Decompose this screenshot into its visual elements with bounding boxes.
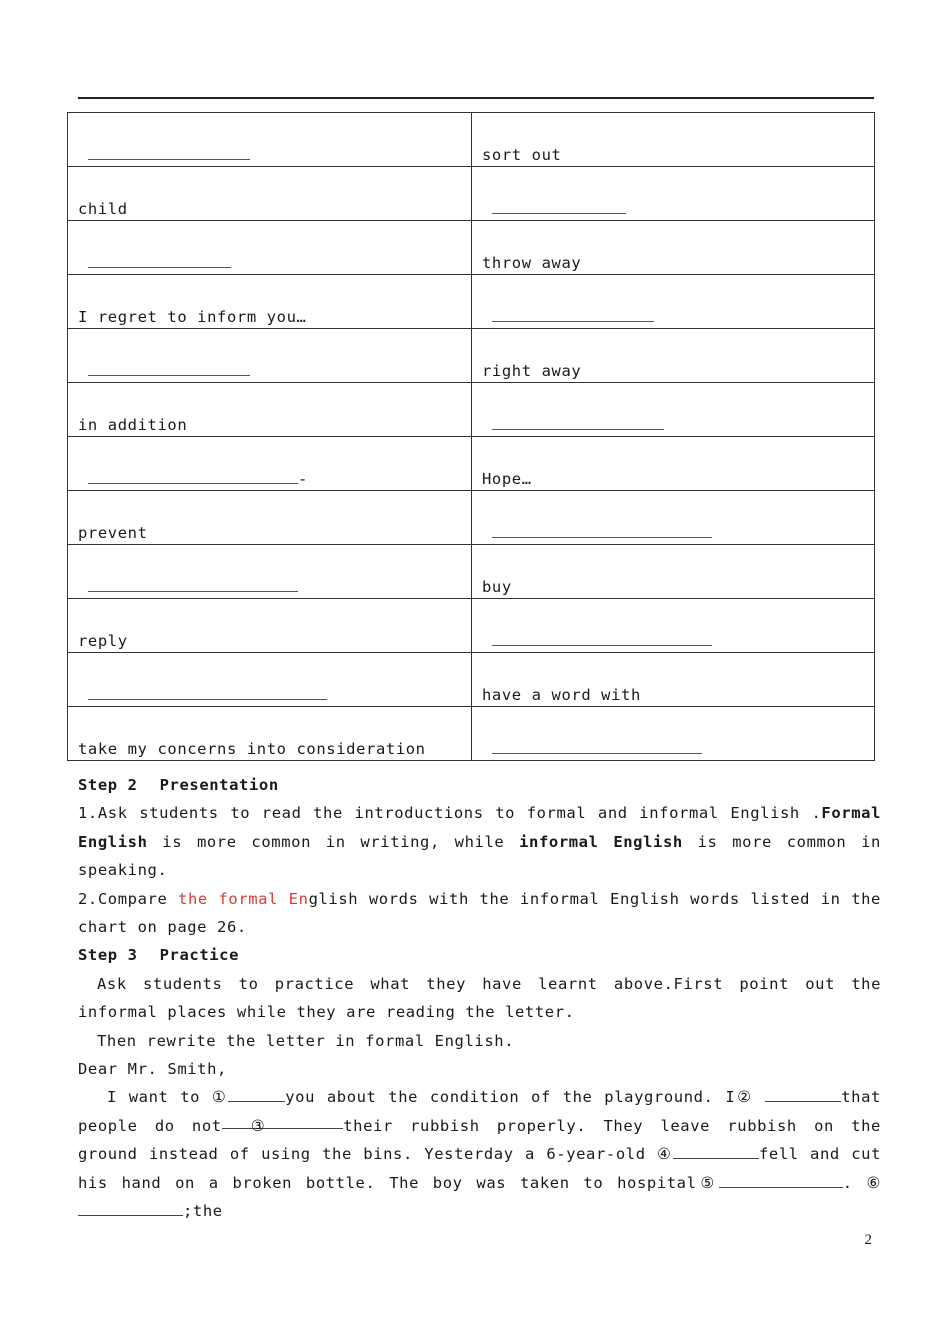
table-cell-left — [68, 653, 472, 707]
step2-heading — [78, 771, 881, 799]
table-cell-right — [472, 221, 875, 275]
bold-term-formal: Formal English — [78, 804, 881, 851]
letter-text: fell and cut his hand on a broken bottle. The boy was taken to hospital⑤ — [78, 1145, 882, 1192]
table-row — [68, 167, 875, 221]
cell-text: sort out — [482, 146, 562, 164]
table-cell-right — [472, 707, 875, 761]
table-cell-left — [68, 491, 472, 545]
table-row — [68, 275, 875, 329]
answer-blank[interactable] — [492, 739, 702, 754]
table-cell-right — [472, 545, 875, 599]
letter-blank-1[interactable] — [228, 1085, 285, 1102]
table-row — [68, 329, 875, 383]
letter-text: you about the condition of the playground. I② — [285, 1088, 766, 1107]
answer-blank[interactable] — [88, 253, 231, 268]
step-number: Step 2 — [78, 776, 138, 794]
step-number: Step 3 — [78, 946, 138, 965]
table-cell-left — [68, 383, 472, 437]
cell-text: in addition — [78, 416, 188, 434]
item-text: is more common in writing, while — [147, 832, 520, 851]
table-cell-right — [472, 329, 875, 383]
table-cell-right — [472, 275, 875, 329]
answer-blank[interactable] — [492, 523, 712, 538]
table-row — [68, 383, 875, 437]
cell-text: have a word with — [482, 686, 641, 704]
table-row — [68, 221, 875, 275]
cell-text: take my concerns into consideration — [78, 740, 426, 758]
letter-blank-6[interactable] — [78, 1199, 183, 1216]
answer-blank[interactable] — [492, 199, 626, 214]
step3-instruction: Ask students to practice what they have learnt above.First point out the informal places while they are reading the letter. — [78, 974, 881, 1022]
table-cell-right — [472, 113, 875, 167]
answer-blank[interactable] — [88, 145, 250, 160]
item-text: 2.Compare — [78, 889, 179, 908]
table-row — [68, 437, 875, 491]
step-title: Practice — [159, 946, 240, 965]
cell-text: prevent — [78, 524, 148, 542]
highlighted-text: the formal En — [178, 889, 309, 908]
letter-text: . ⑥ — [842, 1173, 882, 1192]
step3-heading — [78, 941, 881, 969]
cell-text: right away — [482, 362, 582, 380]
table-cell-left — [68, 113, 472, 167]
lesson-steps — [78, 771, 881, 1226]
cell-text: child — [78, 200, 128, 218]
letter-blank-2[interactable] — [765, 1085, 841, 1102]
item-text: 1.Ask students to read the introductions to formal and informal English . — [78, 804, 822, 823]
cell-text: throw away — [482, 254, 582, 272]
answer-blank[interactable] — [492, 307, 654, 322]
letter-blank-3[interactable] — [222, 1112, 344, 1135]
answer-blank[interactable] — [492, 631, 712, 646]
item-text: glish words with the informal English words listed in the chart on page 26. — [78, 889, 881, 937]
cell-text: buy — [482, 578, 512, 596]
vocabulary-table — [67, 112, 875, 761]
step3-rewrite: Then rewrite the letter in formal English. — [97, 1031, 515, 1050]
table-cell-left — [68, 329, 472, 383]
page-number: 2 — [864, 1232, 872, 1248]
step-title: Presentation — [159, 776, 279, 794]
table-cell-left — [68, 437, 472, 491]
item-text: is more common in speaking. — [78, 832, 881, 880]
table-cell-right — [472, 167, 875, 221]
step2-item2 — [78, 885, 881, 942]
cell-text: reply — [78, 632, 128, 650]
table-row — [68, 653, 875, 707]
letter-text: their rubbish properly. They leave rubbish on the ground instead of using the bins. Yesterday a 6-year-old ④ — [78, 1116, 881, 1164]
circled-number: ③ — [250, 1116, 266, 1135]
step2-item1 — [78, 799, 881, 884]
letter-blank-5[interactable] — [719, 1171, 843, 1188]
table-cell-left — [68, 707, 472, 761]
table-row — [68, 491, 875, 545]
table-row — [68, 707, 875, 761]
cell-text: Hope… — [482, 470, 532, 488]
table-cell-right — [472, 437, 875, 491]
bold-term-informal: informal English — [519, 832, 683, 851]
answer-blank[interactable] — [88, 469, 298, 484]
answer-blank[interactable] — [88, 577, 298, 592]
cell-text: I regret to inform you… — [78, 308, 307, 326]
table-cell-left — [68, 275, 472, 329]
letter-blank-4[interactable] — [673, 1142, 759, 1159]
table-row — [68, 599, 875, 653]
table-cell-left — [68, 221, 472, 275]
table-cell-right — [472, 383, 875, 437]
answer-blank[interactable] — [88, 361, 250, 376]
header-rule — [78, 97, 874, 99]
table-cell-right — [472, 491, 875, 545]
table-cell-left — [68, 545, 472, 599]
answer-blank[interactable] — [492, 415, 664, 430]
letter-text: that people do not — [78, 1088, 881, 1135]
letter-text: I want to ① — [107, 1088, 229, 1107]
table-cell-left — [68, 167, 472, 221]
table-cell-right — [472, 653, 875, 707]
table-cell-right — [472, 599, 875, 653]
letter-body — [78, 1083, 881, 1225]
table-cell-left — [68, 599, 472, 653]
letter-salutation: Dear Mr. Smith, — [78, 1060, 227, 1079]
table-row — [68, 113, 875, 167]
dash-mark: - — [298, 470, 308, 488]
table-row — [68, 545, 875, 599]
letter-text: ;the — [183, 1202, 223, 1221]
answer-blank[interactable] — [88, 685, 327, 700]
